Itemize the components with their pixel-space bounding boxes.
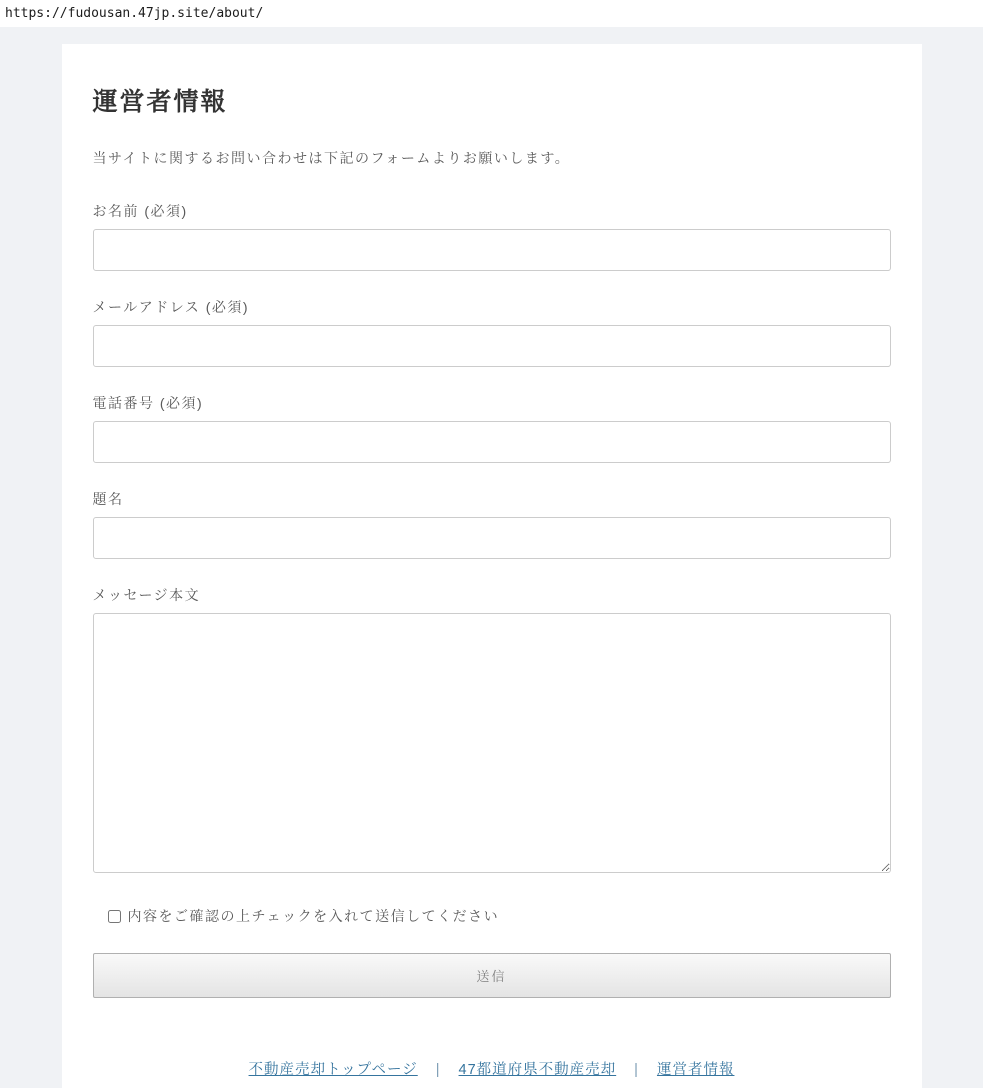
- submit-button[interactable]: 送信: [93, 953, 891, 998]
- footer-link-top-page[interactable]: 不動産売却トップページ: [248, 1062, 418, 1078]
- form-group-email: [93, 297, 891, 367]
- intro-text: 当サイトに関するお問い合わせは下記のフォームよりお願いします。: [92, 150, 571, 166]
- footer-link-operator-info[interactable]: 運営者情報: [656, 1062, 735, 1078]
- form-group-name: [93, 201, 891, 271]
- email-input[interactable]: [93, 325, 891, 367]
- name-field-label: お名前 (必須): [92, 203, 188, 219]
- footer-separator: |: [435, 1062, 441, 1078]
- footer-nav: [93, 1058, 891, 1079]
- phone-input[interactable]: [93, 421, 891, 463]
- name-input[interactable]: [93, 229, 891, 271]
- message-textarea[interactable]: [93, 613, 891, 873]
- page-title: 運営者情報: [92, 88, 228, 116]
- confirm-checkbox-row: [108, 906, 891, 926]
- footer-separator: |: [634, 1062, 639, 1078]
- subject-input[interactable]: [93, 517, 891, 559]
- contact-form: [93, 201, 891, 998]
- subject-field-label: 題名: [92, 491, 124, 507]
- content-card: [62, 44, 922, 1088]
- form-group-message: [93, 585, 891, 873]
- footer-link-prefectures[interactable]: 47都道府県不動産売却: [458, 1062, 617, 1078]
- confirm-checkbox-label: 内容をご確認の上チェックを入れて送信してください: [127, 908, 500, 924]
- page-background: [0, 27, 983, 1088]
- browser-url-bar[interactable]: [0, 0, 983, 27]
- message-field-label: メッセージ本文: [92, 587, 201, 603]
- email-field-label: メールアドレス (必須): [92, 299, 250, 315]
- page-url: https://fudousan.47jp.site/about/: [5, 6, 264, 21]
- form-group-subject: [93, 489, 891, 559]
- form-group-phone: [93, 393, 891, 463]
- confirm-checkbox[interactable]: [108, 910, 121, 923]
- phone-field-label: 電話番号 (必須): [92, 395, 204, 411]
